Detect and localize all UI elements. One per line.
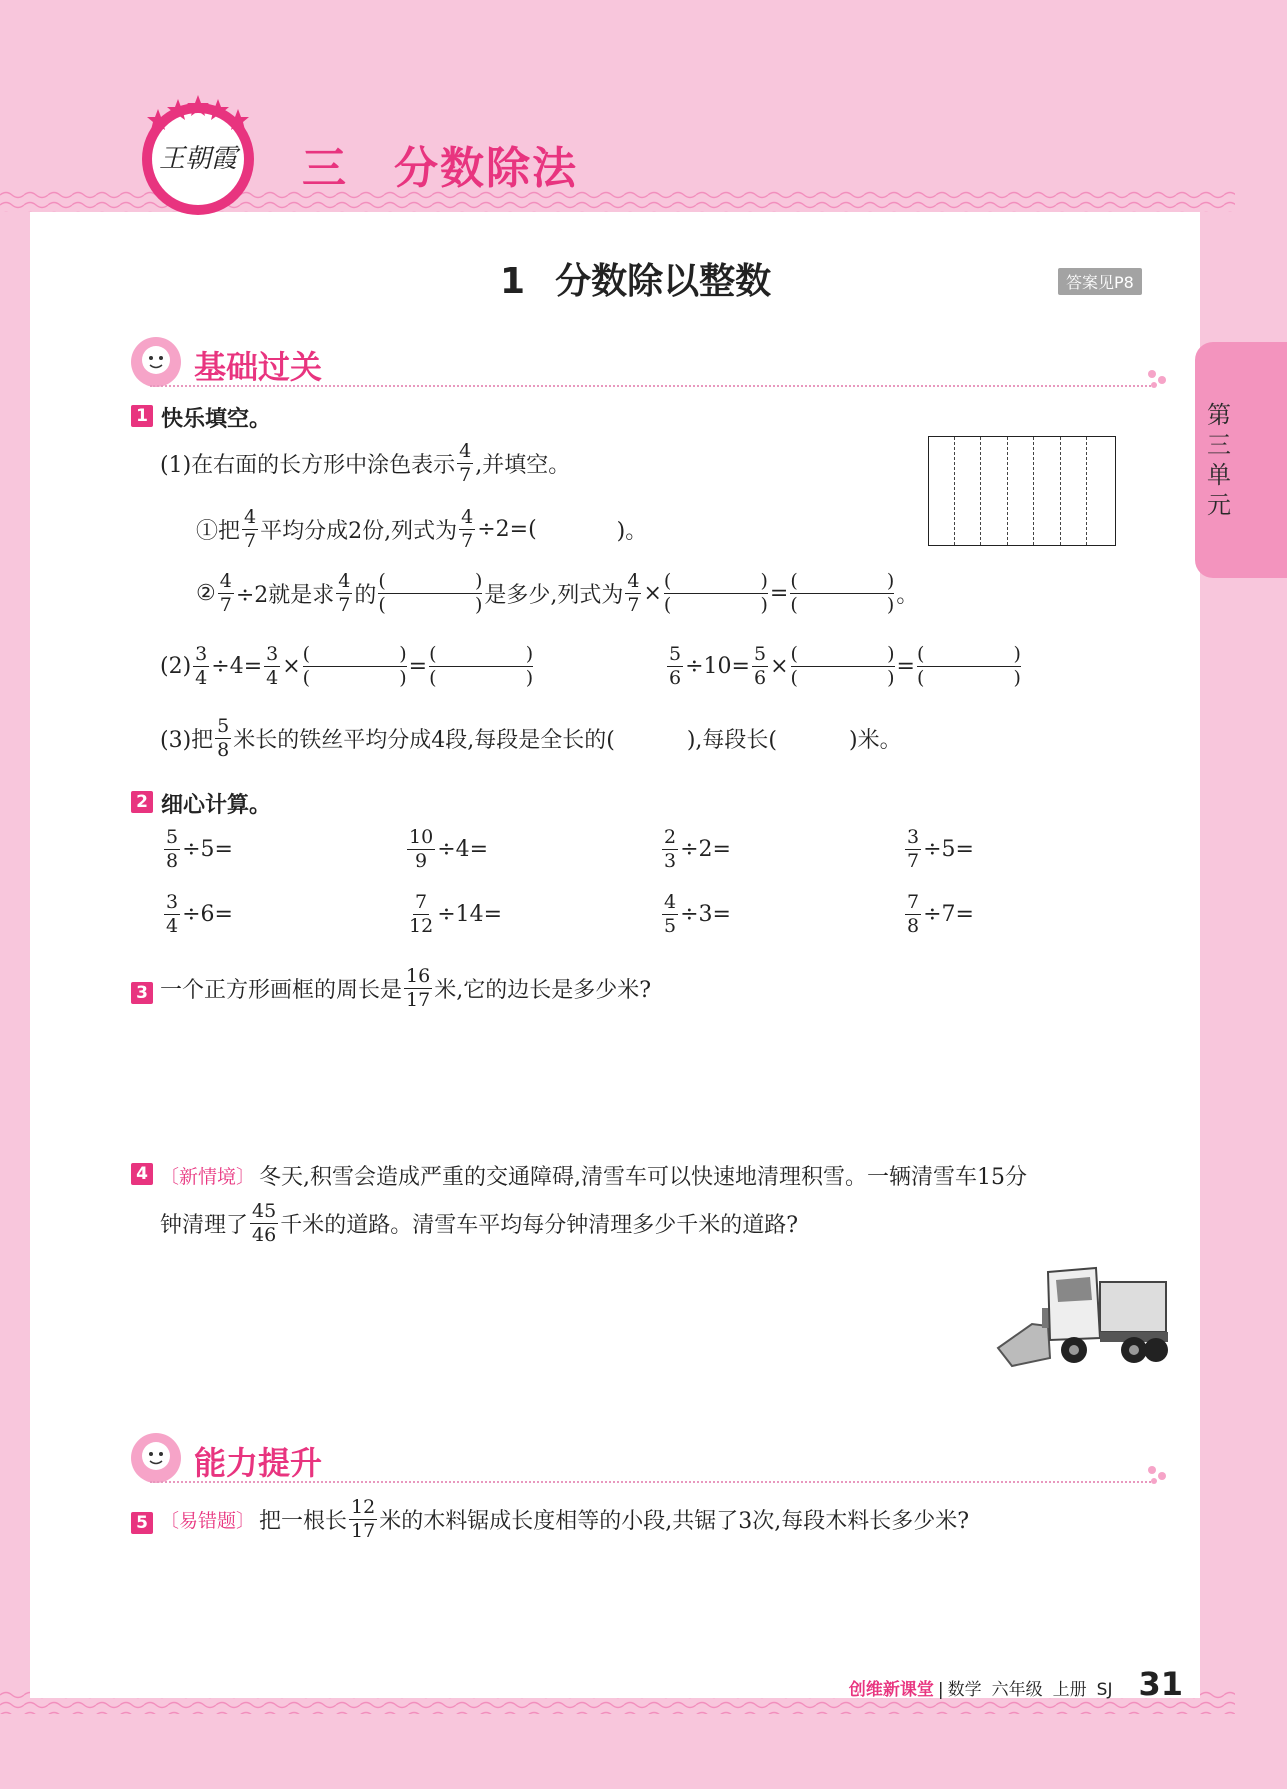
blank-fraction[interactable]: ( ) ( ) [429, 643, 534, 689]
text: 一个正方形画框的周长是 [160, 978, 403, 1003]
page-footer [848, 1665, 1183, 1703]
calculation-item[interactable] [405, 826, 488, 873]
equals-sign: = [769, 581, 789, 606]
text: 米长的铁丝平均分成4段,每段是全长的( [233, 728, 615, 753]
fraction: $\frac{4}{5}$ [664, 891, 677, 937]
text: 的 [354, 583, 377, 608]
text: ② [196, 581, 216, 606]
tag-error-prone: 〔易错题〕 [160, 1510, 256, 1532]
tag-new-context: 〔新情境〕 [160, 1166, 256, 1188]
logo-text: 王朝霞 [158, 144, 238, 174]
calculation-item[interactable] [660, 826, 731, 873]
operation-text: ÷6= [182, 902, 233, 927]
text: )米。 [849, 728, 902, 753]
q1-part3 [160, 715, 902, 762]
dots-icon [1144, 366, 1168, 390]
fraction: $\frac{4}{7}$ [627, 570, 640, 616]
text: 千米的道路。清雪车平均每分钟清理多少千米的道路? [280, 1213, 798, 1238]
dots-icon [1144, 1462, 1168, 1486]
lesson-title [500, 253, 771, 304]
text: ),每段长( [686, 728, 778, 753]
q5-answer-area[interactable] [160, 1560, 1160, 1650]
fraction: $\frac{12}{17}$ [351, 1496, 376, 1542]
footer-grade: 六年级 [991, 1680, 1043, 1700]
answer-reference-badge: 答案见P8 [1058, 268, 1142, 295]
text: ÷2就是求 [235, 583, 335, 608]
equals-sign: = [896, 654, 915, 679]
q4-line2 [160, 1200, 798, 1247]
text: 米,它的边长是多少米? [434, 978, 651, 1003]
footer-brand: 创维新课堂 [848, 1680, 934, 1700]
fraction: $\frac{4}{7}$ [459, 440, 472, 486]
q1-sub1 [196, 506, 647, 553]
question-number: 4 [131, 1163, 153, 1185]
fraction: $\frac{3}{4}$ [266, 643, 279, 689]
unit-number: 三 [302, 143, 348, 194]
equals-sign: = [408, 654, 428, 679]
fraction: $\frac{45}{46}$ [252, 1200, 277, 1246]
question-title: 快乐填空。 [161, 407, 272, 432]
fraction: $\frac{2}{3}$ [664, 826, 677, 872]
shading-rectangle[interactable] [928, 436, 1116, 546]
q1-sub2 [196, 570, 918, 617]
fraction: $\frac{4}{7}$ [338, 570, 351, 616]
unit-name: 分数除法 [394, 143, 578, 194]
section-divider [150, 385, 1154, 387]
calculation-item[interactable] [162, 826, 233, 873]
fraction: $\frac{5}{6}$ [669, 643, 682, 689]
footer-edition: SJ [1096, 1680, 1113, 1700]
q4-line1 [160, 1160, 1027, 1191]
operation-text: ÷5= [182, 837, 233, 862]
unit-side-tab-label: 第三单元 [1207, 401, 1231, 519]
fraction: $\frac{5}{8}$ [166, 826, 179, 872]
times-sign: × [282, 654, 301, 679]
lesson-number: 1 [500, 261, 526, 302]
calculation-item[interactable] [660, 891, 731, 938]
text: 米的木料锯成长度相等的小段,共锯了3次,每段木料长多少米? [379, 1509, 969, 1534]
blank-fraction[interactable]: ( ) ( ) [378, 570, 483, 616]
question-title: 细心计算。 [161, 793, 272, 818]
q1-part2-left [160, 643, 535, 690]
unit-title [302, 132, 578, 196]
operation-text: ÷14= [437, 902, 503, 927]
operation-text: ÷4= [437, 837, 489, 862]
operation-text: ÷7= [923, 902, 974, 927]
fraction: $\frac{4}{7}$ [244, 506, 257, 552]
question-number: 5 [131, 1512, 153, 1534]
fraction: $\frac{4}{7}$ [219, 570, 232, 616]
calculation-item[interactable] [903, 891, 974, 938]
q3-text [160, 965, 651, 1012]
fraction: $\frac{16}{17}$ [406, 965, 431, 1011]
snowplow-truck-image [992, 1262, 1172, 1374]
text: ÷4= [211, 654, 263, 679]
text: 冬天,积雪会造成严重的交通障碍,清雪车可以快速地清理积雪。一辆清雪车15分 [259, 1165, 1027, 1190]
section-advanced-heading: 能力提升 [194, 1444, 323, 1482]
text: 钟清理了 [160, 1213, 249, 1238]
text: (1)在右面的长方形中涂色表示 [160, 453, 456, 478]
q5-text [160, 1496, 969, 1543]
text: )。 [616, 519, 648, 544]
text: 。 [896, 583, 919, 608]
calculation-item[interactable] [162, 891, 233, 938]
operation-text: ÷5= [923, 837, 974, 862]
text: 平均分成2份,列式为 [260, 519, 458, 544]
fraction: $\frac{10}{9}$ [409, 826, 434, 872]
q1-part1 [160, 440, 570, 487]
text: ①把 [196, 519, 241, 544]
footer-subject: 数学 [947, 1680, 982, 1700]
page-number: 31 [1138, 1665, 1183, 1703]
mascot-icon [130, 1432, 182, 1484]
blank-fraction[interactable]: ( ) ( ) [916, 643, 1021, 689]
fraction: $\frac{4}{7}$ [461, 506, 474, 552]
question-number: 1 [131, 405, 153, 427]
q3-answer-area[interactable] [160, 1030, 1160, 1140]
text: ,并填空。 [475, 453, 571, 478]
times-sign: × [770, 654, 789, 679]
mascot-icon [130, 336, 182, 388]
operation-text: ÷2= [680, 837, 731, 862]
blank-fraction[interactable]: ( ) ( ) [302, 643, 407, 689]
fraction: $\frac{7}{8}$ [907, 891, 920, 937]
calculation-item[interactable] [903, 826, 974, 873]
calculation-item[interactable] [405, 891, 502, 938]
text: ÷10= [685, 654, 750, 679]
question-number: 2 [131, 791, 153, 813]
fraction: $\frac{3}{4}$ [195, 643, 208, 689]
section-basic-heading: 基础过关 [194, 348, 323, 386]
text: ÷2=( [477, 517, 537, 542]
blank-fraction[interactable]: ( ) ( ) [790, 570, 895, 616]
footer-separator: | [937, 1680, 944, 1700]
text: 把一根长 [259, 1509, 348, 1534]
text: (2) [160, 654, 192, 679]
footer-volume: 上册 [1052, 1680, 1087, 1700]
text: 是多少,列式为 [484, 583, 624, 608]
fraction: $\frac{3}{7}$ [907, 826, 920, 872]
blank-fraction[interactable]: ( ) ( ) [790, 643, 895, 689]
section-divider [150, 1481, 1154, 1483]
operation-text: ÷3= [680, 902, 731, 927]
blank-fraction[interactable]: ( ) ( ) [663, 570, 768, 616]
fraction: $\frac{5}{6}$ [753, 643, 767, 689]
fraction: $\frac{3}{4}$ [166, 891, 179, 937]
brand-logo [138, 95, 258, 215]
fraction: $\frac{5}{8}$ [217, 715, 230, 761]
question-number: 3 [131, 982, 153, 1004]
times-sign: × [643, 581, 662, 606]
fraction: $\frac{7}{12}$ [409, 891, 434, 937]
q1-part2-right [665, 643, 1023, 690]
lesson-name: 分数除以整数 [555, 261, 772, 302]
text: (3)把 [160, 728, 214, 753]
